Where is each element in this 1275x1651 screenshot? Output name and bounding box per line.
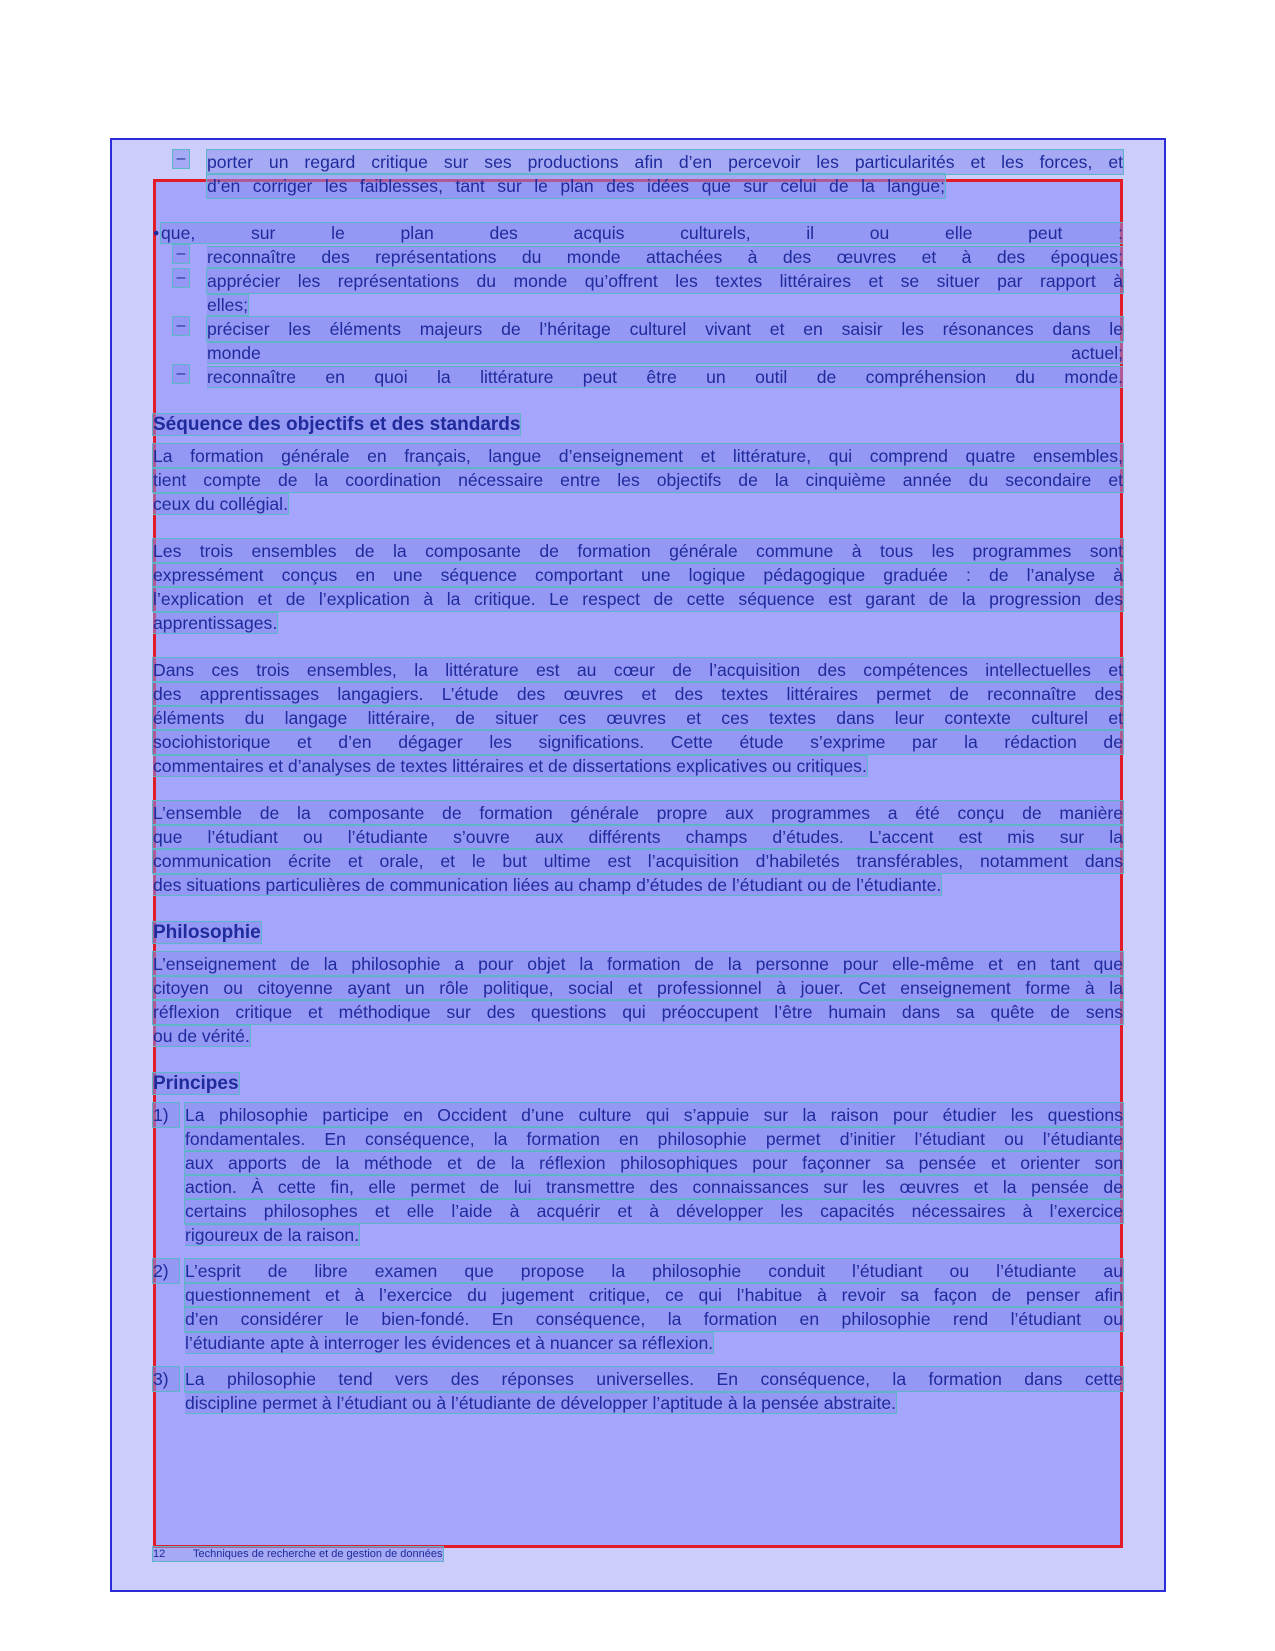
bullet-marker: • [153, 223, 160, 243]
text-line: rigoureux de la raison. [185, 1225, 360, 1245]
text-line: discipline permet à l’étudiant ou à l’étudiante de développer l’aptitude à la pensée abstraite. [185, 1393, 897, 1413]
text-line: Dans ces trois ensembles, la littérature est au cœur de l’acquisition des compétences intellectuelles et [153, 660, 1123, 680]
text-line: ou de vérité. [153, 1026, 250, 1046]
text-line: d’en considérer le bien-fondé. En conséquence, la formation en philosophie rend l’étudiant ou [185, 1309, 1123, 1329]
text-line: sociohistorique et d’en dégager les significations. Cette étude s’exprime par la rédaction de [153, 732, 1123, 752]
text-line: apprentissages. [153, 613, 278, 633]
section-heading [153, 412, 1123, 438]
text-line: reconnaître des représentations du monde attachées à des œuvres et à des époques; [207, 247, 1123, 267]
dash-bullet: – [173, 269, 189, 287]
text-line: réflexion critique et méthodique sur des questions qui préoccupent l’être humain dans sa quête de sens [153, 1002, 1123, 1022]
text-line: certains philosophes et elle l’aide à acquérir et à développer les capacités nécessaires à l’exercice [185, 1201, 1123, 1221]
heading-text: Séquence des objectifs et des standards [153, 414, 521, 435]
dash-bullet: – [173, 150, 189, 168]
text-line: L’ensemble de la composante de formation générale propre aux programmes a été conçu de manière [153, 803, 1123, 823]
heading-text: Philosophie [153, 922, 261, 943]
footer-title: Techniques de recherche et de gestion de données [193, 1548, 443, 1560]
cultural-intro: que, sur le plan des acquis culturels, il ou elle peut : [161, 223, 1123, 243]
text-line: questionnement et à l’exercice du jugement critique, ce qui l’habitue à revoir sa façon de penser afin [185, 1285, 1123, 1305]
text-line: préciser les éléments majeurs de l’héritage culturel vivant et en saisir les résonances dans le [207, 319, 1123, 339]
text-line: monde actuel; [207, 343, 1123, 363]
text-line: fondamentales. En conséquence, la formation en philosophie permet d’initier l’étudiant ou l’étudiante [185, 1129, 1123, 1149]
text-line: commentaires et d’analyses de textes littéraires et de dissertations explicatives ou critiques. [153, 756, 867, 776]
list-item [153, 269, 1123, 317]
text-line: des apprentissages langagiers. L’étude des œuvres et des textes littéraires permet de reconnaître des [153, 684, 1123, 704]
text-line: des situations particulières de communication liées au champ d’études de l’étudiant ou de l’étudiante. [153, 875, 942, 895]
item-number: 3) [153, 1367, 179, 1391]
dash-bullet: – [173, 317, 189, 335]
numbered-item [153, 1103, 1123, 1247]
item-number: 2) [153, 1259, 179, 1283]
text-line: L’esprit de libre examen que propose la philosophie conduit l’étudiant ou l’étudiante au [185, 1261, 1123, 1281]
text-line: L’enseignement de la philosophie a pour objet la formation de la personne pour elle-même et en tant que [153, 954, 1123, 974]
paragraph [153, 444, 1123, 516]
numbered-item [153, 1367, 1123, 1415]
cultural-section [153, 221, 1123, 389]
text-line: expressément conçus en une séquence comportant une logique pédagogique graduée : de l’analyse à [153, 565, 1123, 585]
top-list [153, 150, 1123, 198]
document-body [153, 150, 1123, 1429]
dash-bullet: – [173, 245, 189, 263]
heading-text: Principes [153, 1073, 239, 1094]
page-footer [153, 1547, 443, 1561]
cultural-intro-line [153, 221, 1123, 245]
text-line: tient compte de la coordination nécessaire entre les objectifs de la cinquième année du secondaire et [153, 470, 1123, 490]
text-line: aux apports de la méthode et de la réflexion philosophiques pour façonner sa pensée et orienter son [185, 1153, 1123, 1173]
paragraph [153, 801, 1123, 897]
numbered-item [153, 1259, 1123, 1355]
paragraph [153, 952, 1123, 1048]
text-line: La philosophie tend vers des réponses universelles. En conséquence, la formation dans cette [185, 1369, 1123, 1389]
text-line: La formation générale en français, langue d’enseignement et littérature, qui comprend quatre ensembles, [153, 446, 1123, 466]
page-number: 12 [153, 1548, 166, 1560]
text-line: l’explication et de l’explication à la critique. Le respect de cette séquence est garant de la progression des [153, 589, 1123, 609]
text-line: action. À cette fin, elle permet de lui transmettre des connaissances sur les œuvres et la pensée de [185, 1177, 1123, 1197]
text-line: communication écrite et orale, et le but ultime est l’acquisition d’habiletés transférables, notamment dans [153, 851, 1123, 871]
item-number: 1) [153, 1103, 179, 1127]
text-line: Les trois ensembles de la composante de formation générale commune à tous les programmes sont [153, 541, 1123, 561]
text-line: elles; [207, 295, 249, 315]
list-item [153, 365, 1123, 389]
text-line: d’en corriger les faiblesses, tant sur le plan des idées que sur celui de la langue; [207, 176, 945, 196]
text-line: reconnaître en quoi la littérature peut être un outil de compréhension du monde. [207, 367, 1123, 387]
text-line: La philosophie participe en Occident d’une culture qui s’appuie sur la raison pour étudier les questions [185, 1105, 1123, 1125]
text-line: éléments du langage littéraire, de situer ces œuvres et ces textes dans leur contexte culturel et [153, 708, 1123, 728]
text-line: que l’étudiant ou l’étudiante s’ouvre aux différents champs d’études. L’accent est mis sur la [153, 827, 1123, 847]
text-line: ceux du collégial. [153, 494, 288, 514]
list-item [153, 150, 1123, 198]
list-item [153, 245, 1123, 269]
section-heading [153, 920, 1123, 946]
dash-bullet: – [173, 365, 189, 383]
text-line: l’étudiante apte à interroger les évidences et à nuancer sa réflexion. [185, 1333, 714, 1353]
section-heading [153, 1071, 1123, 1097]
text-line: apprécier les représentations du monde qu’offrent les textes littéraires et se situer par rapport à [207, 271, 1123, 291]
text-line: porter un regard critique sur ses productions afin d’en percevoir les particularités et les forces, et [207, 152, 1123, 172]
paragraph [153, 539, 1123, 635]
text-line: citoyen ou citoyenne ayant un rôle politique, social et professionnel à jouer. Cet enseignement forme à la [153, 978, 1123, 998]
paragraph [153, 658, 1123, 778]
list-item [153, 317, 1123, 365]
